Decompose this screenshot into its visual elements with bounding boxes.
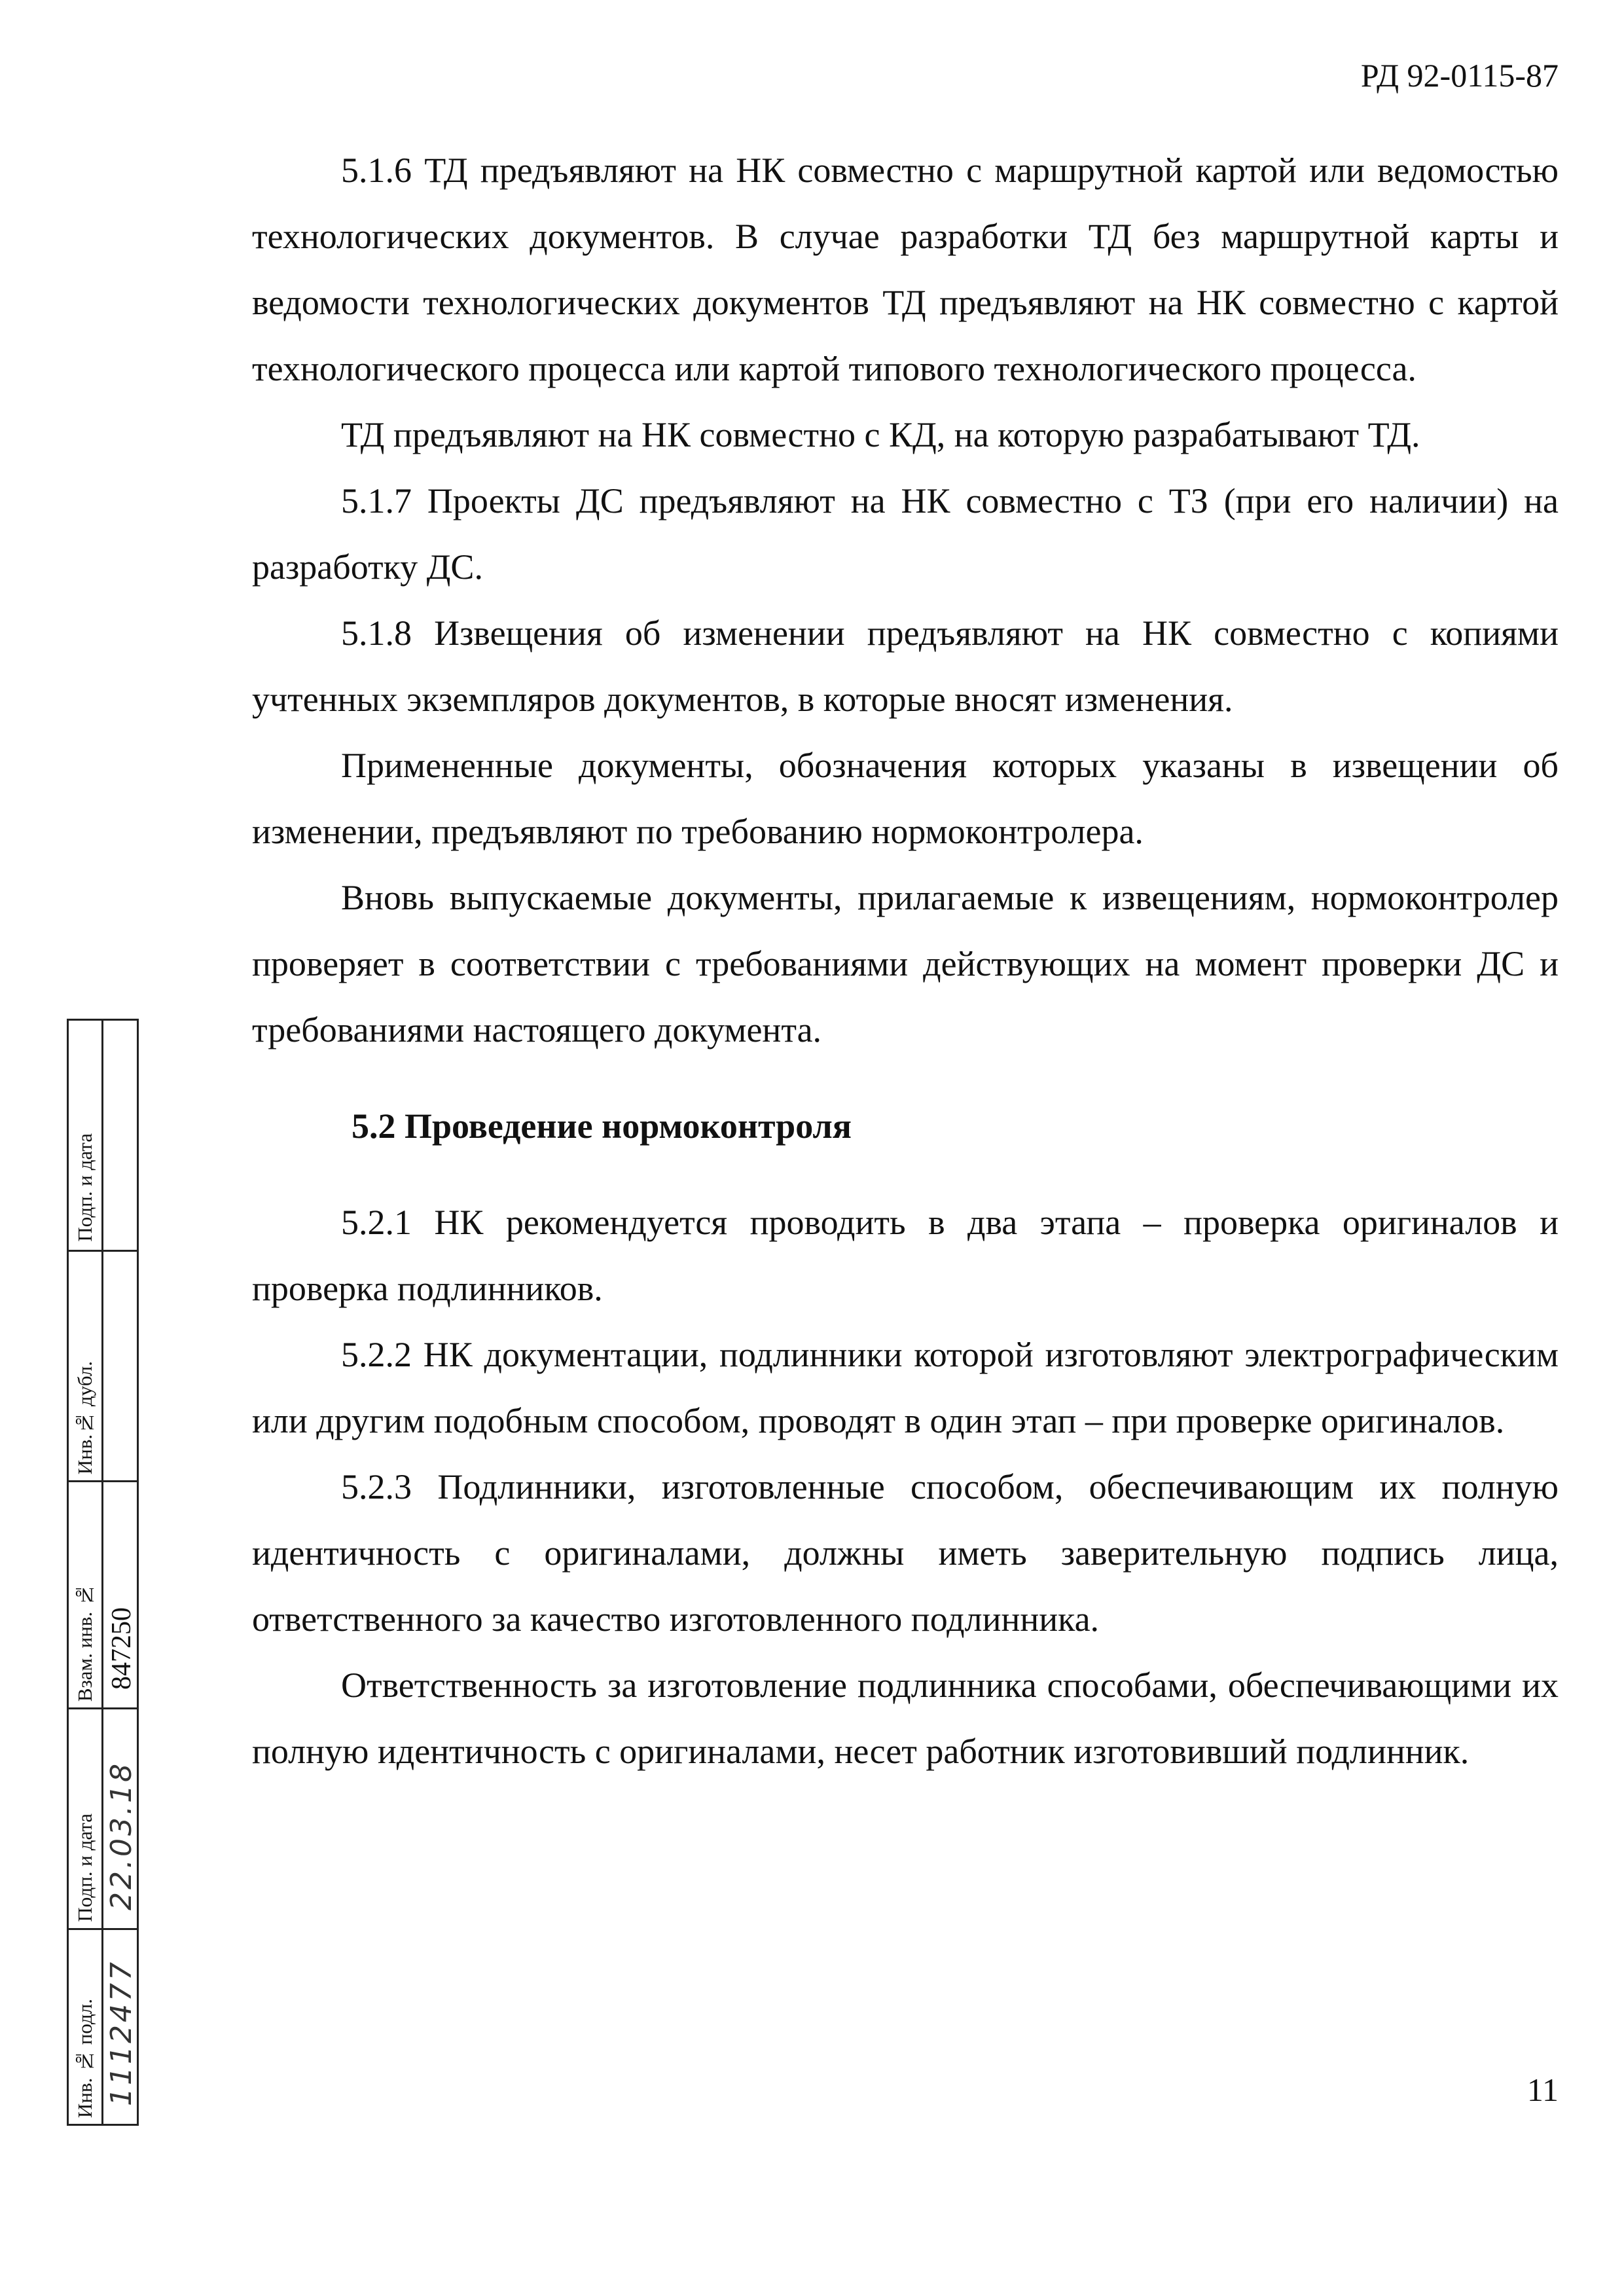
stamp-label: Подп. и дата (73, 1813, 96, 1922)
paragraph-5-2-3: 5.2.3 Подлинники, изготовленные способом, обеспечивающим их полную идентичность с оригиналами, должны иметь заверительную подпись лица, ответственного за качество изготовленного подлинника. (252, 1467, 1559, 1639)
stamp-label: Подп. и дата (73, 1133, 96, 1242)
page-number: 11 (1526, 2071, 1559, 2108)
side-stamp-table (67, 1019, 139, 2126)
paragraph-td-kd: ТД предъявляют на НК совместно с КД, на которую разрабатывают ТД. (341, 415, 1420, 454)
paragraph-5-1-6: 5.1.6 ТД предъявляют на НК совместно с маршрутной картой или ведомостью технологических документов. В случае разработки ТД без маршрутной карты и ведомости технологических документов ТД предъявляют на НК совместно с картой технологического процесса или картой типового технологического процесса. (252, 151, 1559, 388)
stamp-label: Инв.№ дубл. (73, 1360, 96, 1474)
paragraph-5-2-2: 5.2.2 НК документации, подлинники которой изготовляют электрографическим или другим подобным способом, проводят в один этап – при проверке оригиналов. (252, 1335, 1559, 1440)
paragraph-5-2-1: 5.2.1 НК рекомендуется проводить в два этапа – проверка оригиналов и проверка подлинников. (252, 1203, 1559, 1308)
paragraph-responsibility: Ответственность за изготовление подлинника способами, обеспечивающими их полную идентичность с оригиналами, несет работник изготовивший подлинник. (252, 1666, 1559, 1771)
paragraph-new-docs: Вновь выпускаемые документы, прилагаемые к извещениям, нормоконтролер проверяет в соответствии с требованиями действующих на момент проверки ДС и требованиями настоящего документа. (252, 878, 1559, 1049)
stamp-cell-duplicate-inv (69, 1250, 137, 1482)
document-body (252, 137, 1559, 1785)
paragraph-5-1-8: 5.1.8 Извещения об изменении предъявляют на НК совместно с копиями учтенных экземпляров документов, в которые вносят изменения. (252, 613, 1559, 719)
paragraph-5-1-7: 5.1.7 Проекты ДС предъявляют на НК совместно с ТЗ (при его наличии) на разработку ДС. (252, 481, 1559, 587)
document-code: РД 92-0115-87 (1360, 57, 1559, 94)
handwritten-date: 22.03.18 (105, 1761, 138, 1910)
stamp-label: Взам. инв. № (73, 1583, 96, 1702)
handwritten-inventory-number: 1112477 (105, 1959, 138, 2106)
stamp-cell-replaced-inv (69, 1480, 137, 1709)
stamp-cell-signature-date-1 (69, 1021, 137, 1250)
paragraph-applied-docs: Примененные документы, обозначения которых указаны в извещении об изменении, предъявляют по требованию нормоконтролера. (252, 746, 1559, 851)
section-heading-5-2: 5.2 Проведение нормоконтроля (352, 1106, 852, 1146)
stamp-value: 847250 (107, 1607, 137, 1690)
stamp-cell-original-inv (69, 1928, 137, 2126)
stamp-cell-signature-date-2 (69, 1707, 137, 1930)
stamp-label: Инв. № подл. (73, 1998, 96, 2118)
